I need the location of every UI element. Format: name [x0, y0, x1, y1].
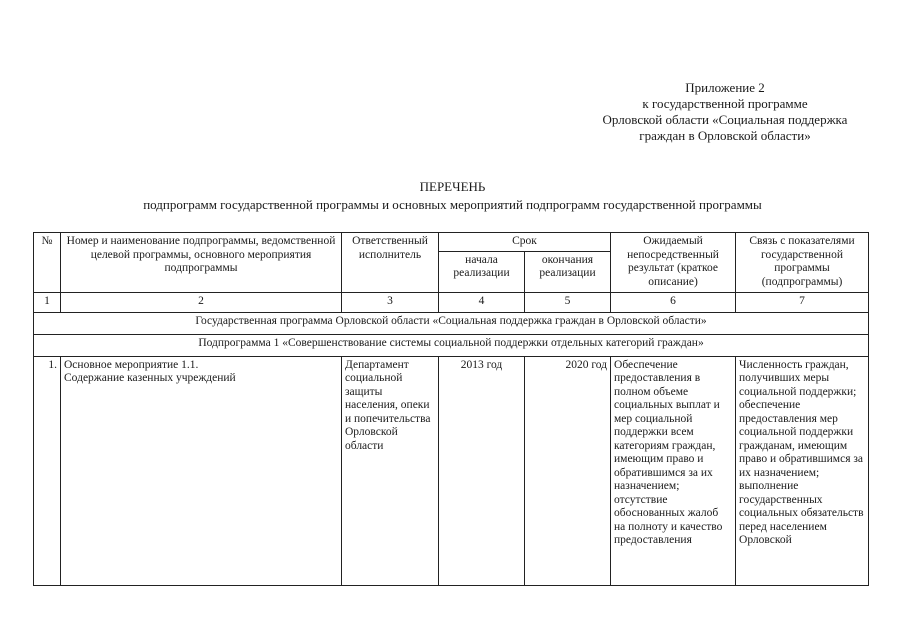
program-title: Государственная программа Орловской области «Социальная поддержка граждан в Орловской области»: [34, 312, 869, 334]
appendix-line: граждан в Орловской области»: [639, 128, 811, 143]
header-result: Ожидаемый непосредственный результат (краткое описание): [611, 233, 736, 293]
subprogram-title: Подпрограмма 1 «Совершенствование системы социальной поддержки отдельных категорий граждан»: [34, 334, 869, 356]
header-name: Номер и наименование подпрограммы, ведомственной целевой программы, основного мероприятия подпрограммы: [61, 233, 342, 293]
row-name-line: Содержание казенных учреждений: [64, 372, 236, 384]
row-name-line: Основное мероприятие 1.1.: [64, 358, 199, 371]
header-term-end: окончания реализации: [525, 251, 611, 292]
header-row: [34, 233, 869, 252]
row-end: 2020 год: [525, 356, 611, 585]
program-table: [33, 232, 869, 586]
row-executor: Департамент социальной защиты населения, опеки и попечительства Орловской области: [342, 356, 439, 585]
row-result: Обеспечение предоставления в полном объеме социальных выплат и мер социальной поддержки всем категориям граждан, имеющим право и обратившимся за их назначением; отсутствие обоснованных жалоб на полноту и качество предоставления: [611, 356, 736, 585]
row-name: [61, 356, 342, 585]
appendix-line: к государственной программе: [642, 96, 808, 111]
appendix-line: Орловской области «Социальная поддержка: [602, 112, 848, 127]
column-number: 1: [34, 292, 61, 312]
table-row: [34, 356, 869, 585]
header-term-start: начала реализации: [439, 251, 525, 292]
column-number: 5: [525, 292, 611, 312]
row-start: 2013 год: [439, 356, 525, 585]
header-no: №: [34, 233, 61, 293]
program-row: [34, 312, 869, 334]
column-number-row: [34, 292, 869, 312]
appendix-header: [560, 80, 890, 144]
column-number: 3: [342, 292, 439, 312]
appendix-line: Приложение 2: [685, 80, 765, 95]
column-number: 2: [61, 292, 342, 312]
document-title: ПЕРЕЧЕНЬ: [419, 179, 486, 194]
header-term: Срок: [439, 233, 611, 252]
document-subtitle: подпрограмм государственной программы и основных мероприятий подпрограмм государственной программы: [143, 197, 762, 212]
subprogram-row: [34, 334, 869, 356]
column-number: 7: [736, 292, 869, 312]
column-number: 6: [611, 292, 736, 312]
row-number: 1.: [34, 356, 61, 585]
header-executor: Ответственный исполнитель: [342, 233, 439, 293]
row-link: Численность граждан, получивших меры социальной поддержки; обеспечение предоставления мер социальной поддержки гражданам, имеющим право и обратившимся за их назначением; выполнение государственных социальных обязательств перед населением Орловской: [736, 356, 869, 585]
column-number: 4: [439, 292, 525, 312]
header-link: Связь с показателями государственной программы (подпрограммы): [736, 233, 869, 293]
